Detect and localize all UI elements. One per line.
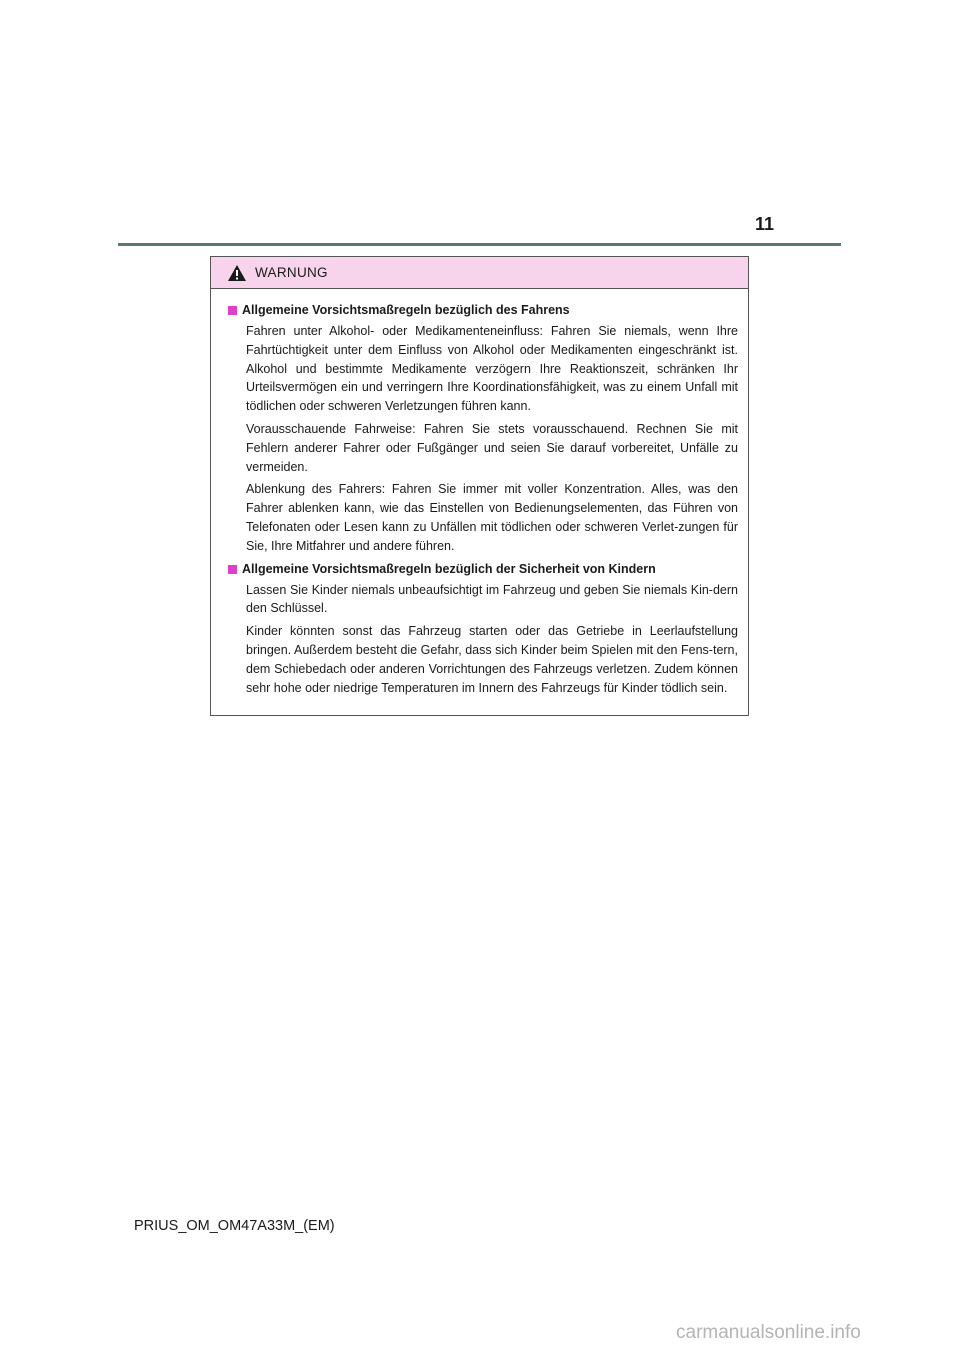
section-heading-text: Allgemeine Vorsichtsmaßregeln bezüglich des Fahrens bbox=[242, 303, 570, 317]
section-heading bbox=[228, 301, 738, 320]
footer-document-code: PRIUS_OM_OM47A33M_(EM) bbox=[134, 1218, 335, 1234]
paragraph-anticipatory-driving: Vorausschauende Fahrweise: Fahren Sie stets vorausschauend. Rechnen Sie mit Fehlern anderer Fahrer oder Fußgänger und seien Sie darauf vorbereitet, Unfälle zu vermeiden. bbox=[246, 421, 738, 474]
paragraph-children-risks: Kinder könnten sonst das Fahrzeug starten oder das Getriebe in Leerlaufstellung bringen. Außerdem besteht die Gefahr, dass sich Kinder beim Spielen mit den Fens-tern, dem Schiebedach oder anderen Vorrichtungen des Fahrzeugs verletzen. Zudem können sehr hohe oder niedrige Temperaturen im Innern des Fahrzeugs für Kinder tödlich sein. bbox=[246, 624, 738, 695]
warning-box bbox=[210, 256, 749, 716]
section-marker-icon bbox=[228, 306, 237, 315]
paragraph-alcohol: Fahren unter Alkohol- oder Medikamenteneinfluss: Fahren Sie niemals, wenn Ihre Fahrtüchtigkeit unter dem Einfluss von Alkohol oder Medikamenten eingeschränkt ist. Alkohol und bestimmte Medikamente verzögern Ihre Reaktionszeit, schränken Ihr Urteilsvermögen ein und verringern Ihre Koordinationsfähigkeit, was zu einem Unfall mit tödlichen oder schweren Verletzungen führen kann. bbox=[246, 324, 738, 414]
header-rule bbox=[118, 243, 841, 246]
section-heading bbox=[228, 560, 738, 579]
page-number: 11 bbox=[754, 214, 774, 234]
watermark: carmanualsonline.info bbox=[676, 1322, 861, 1343]
warning-triangle-icon bbox=[227, 264, 247, 282]
paragraph-driver-distraction: Ablenkung des Fahrers: Fahren Sie immer mit voller Konzentration. Alles, was den Fahrer ablenken kann, wie das Einstellen von Bedienungselementen, das Führen von Telefonaten oder Lesen kann zu Unfällen mit tödlichen oder schweren Verlet-zungen für Sie, Ihre Mitfahrer und andere führen. bbox=[246, 482, 738, 553]
section-child-safety bbox=[228, 560, 738, 698]
section-heading-text: Allgemeine Vorsichtsmaßregeln bezüglich der Sicherheit von Kindern bbox=[242, 561, 656, 576]
section-driving bbox=[228, 301, 738, 556]
warning-body bbox=[211, 289, 748, 697]
paragraph-unattended-children: Lassen Sie Kinder niemals unbeaufsichtigt im Fahrzeug und geben Sie niemals Kin-dern den Schlüssel. bbox=[246, 582, 738, 616]
warning-header bbox=[211, 257, 748, 289]
warning-title: WARNUNG bbox=[255, 265, 328, 280]
section-marker-icon bbox=[228, 565, 237, 574]
